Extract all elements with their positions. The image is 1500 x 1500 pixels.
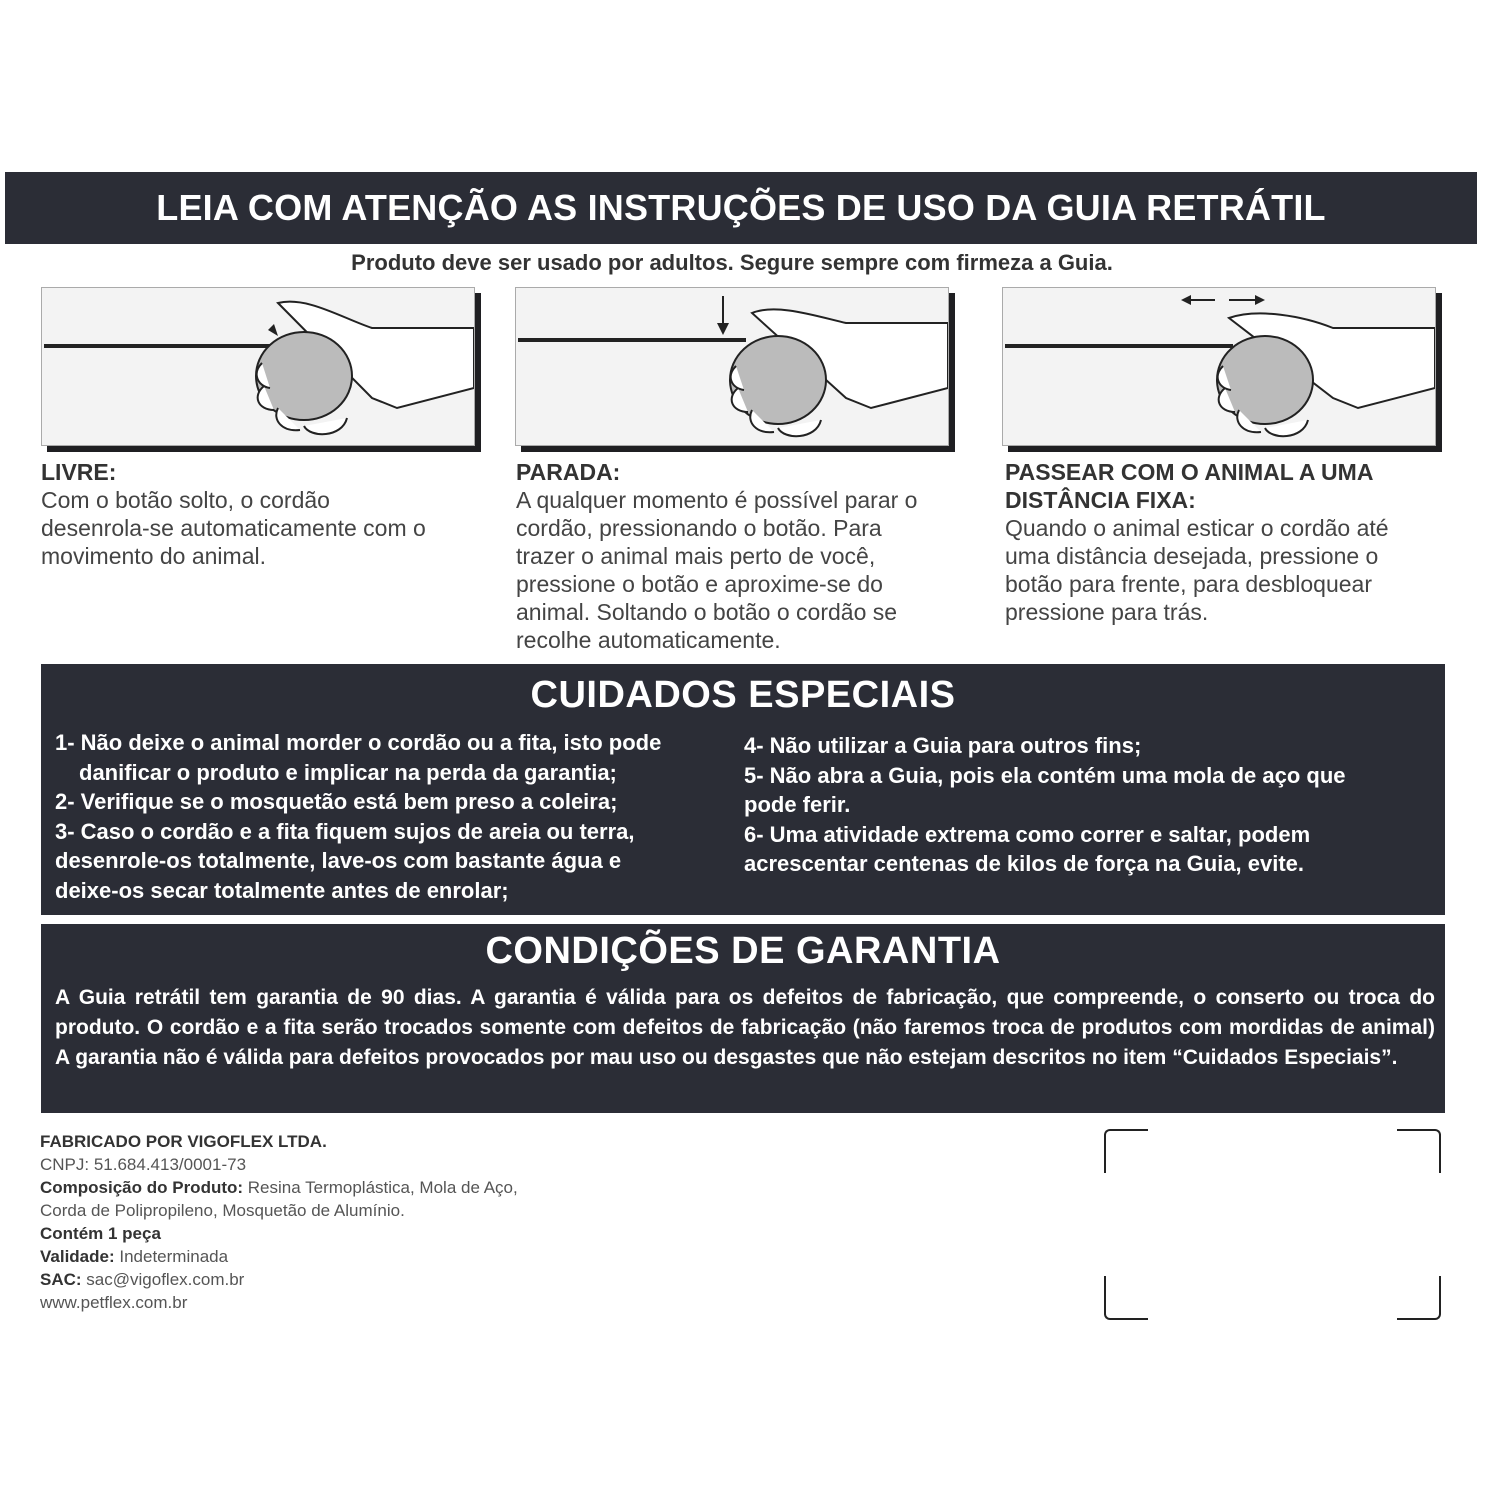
sac-label: SAC:: [40, 1270, 82, 1289]
care-list-right: [744, 731, 1434, 879]
care-item: pode ferir.: [744, 792, 851, 817]
cnpj: CNPJ: 51.684.413/0001-73: [40, 1155, 247, 1174]
contents: Contém 1 peça: [40, 1224, 161, 1243]
frame-corner-top-right: [1397, 1129, 1441, 1173]
care-title: CUIDADOS ESPECIAIS: [530, 674, 956, 716]
subtitle: Produto deve ser usado por adultos. Segure sempre com firmeza a Guia.: [351, 250, 1113, 275]
sac-email: sac@vigoflex.com.br: [86, 1270, 245, 1289]
mode-text-line: trazer o animal mais perto de você,: [516, 543, 876, 569]
mode-text-line: Com o botão solto, o cordão: [41, 487, 330, 513]
website: www.petflex.com.br: [40, 1293, 188, 1312]
frame-corner-top-left: [1104, 1129, 1148, 1173]
frame-corner-bottom-right: [1397, 1276, 1441, 1320]
manufacturer-info: [40, 1130, 518, 1314]
mode-text-line: A qualquer momento é possível parar o: [516, 487, 918, 513]
mode-text-line: pressione para trás.: [1005, 599, 1209, 625]
care-section: [41, 664, 1445, 915]
care-item: 5- Não abra a Guia, pois ela contém uma mola de aço que: [744, 762, 1346, 788]
validity-value: Indeterminada: [119, 1247, 229, 1266]
care-list-left: [55, 728, 735, 905]
warranty-text: A Guia retrátil tem garantia de 90 dias. A garantia é válida para os defeitos de fabricação, que compreende, o conserto ou troca do produto. O cordão e a fita serão trocados somente com defeitos de fabricação (não faremos troca de produtos com mordidas de animal) A garantia não é válida para defeitos provocados por mau uso ou desgastes que não estejam descritos no item “Cuidados Especiais”.: [55, 986, 1435, 1069]
warranty-title: CONDIÇÕES DE GARANTIA: [485, 930, 1001, 972]
care-item: acrescentar centenas de kilos de força na Guia, evite.: [744, 851, 1305, 876]
care-item: 6- Uma atividade extrema como correr e saltar, podem: [744, 821, 1311, 847]
manufacturer-name: FABRICADO POR VIGOFLEX LTDA.: [40, 1132, 327, 1151]
left-right-arrows-icon: [1181, 295, 1265, 305]
care-item: 4- Não utilizar a Guia para outros fins;: [744, 733, 1142, 758]
mode-heading: PARADA:: [516, 459, 621, 485]
illustration-parada: [515, 287, 949, 446]
mode-heading: PASSEAR COM O ANIMAL A UMA: [1005, 459, 1374, 485]
mode-text-line: Quando o animal esticar o cordão até: [1005, 515, 1389, 541]
care-item: deixe-os secar totalmente antes de enrolar;: [55, 877, 509, 903]
warranty-section: [41, 924, 1445, 1113]
mode-text-line: uma distância desejada, pressione o: [1005, 543, 1379, 569]
illustration-livre: [41, 287, 475, 446]
hand-holding-leash-icon: [1003, 288, 1435, 445]
mode-text-line: desenrola-se automaticamente com o: [41, 515, 426, 541]
composition-value: Resina Termoplástica, Mola de Aço,: [247, 1178, 518, 1197]
frame-corner-bottom-left: [1104, 1276, 1148, 1320]
main-title: LEIA COM ATENÇÃO AS INSTRUÇÕES DE USO DA GUIA RETRÁTIL: [5, 172, 1477, 244]
care-item: desenrole-os totalmente, lave-os com bastante água e: [55, 848, 622, 873]
composition-label: Composição do Produto:: [40, 1178, 244, 1197]
care-item: 3- Caso o cordão e a fita fiquem sujos de areia ou terra,: [55, 818, 635, 844]
validity-label: Validade:: [40, 1247, 115, 1266]
down-arrow-icon: [717, 296, 729, 335]
illustration-distancia-fixa: [1002, 287, 1436, 446]
mode-text-line: recolhe automaticamente.: [516, 627, 781, 653]
mode-heading: LIVRE:: [41, 459, 117, 485]
hand-holding-leash-icon: [42, 288, 474, 445]
care-item: 2- Verifique se o mosquetão está bem preso a coleira;: [55, 789, 618, 814]
mode-text-line: cordão, pressionando o botão. Para: [516, 515, 882, 541]
mode-parada: [516, 458, 917, 654]
composition-value: Corda de Polipropileno, Mosquetão de Alumínio.: [40, 1201, 405, 1220]
mode-distancia-fixa: [1005, 458, 1389, 626]
mode-heading: DISTÂNCIA FIXA:: [1005, 487, 1196, 513]
mode-text-line: animal. Soltando o botão o cordão se: [516, 599, 898, 625]
mode-livre: [41, 458, 426, 570]
hand-holding-leash-icon: [516, 288, 948, 445]
mode-text-line: movimento do animal.: [41, 543, 266, 569]
care-item: danificar o produto e implicar na perda da garantia;: [79, 759, 617, 785]
mode-text-line: botão para frente, para desbloquear: [1005, 571, 1372, 597]
care-item: 1- Não deixe o animal morder o cordão ou a fita, isto pode: [55, 730, 662, 755]
mode-text-line: pressione o botão e aproxime-se do: [516, 571, 883, 597]
